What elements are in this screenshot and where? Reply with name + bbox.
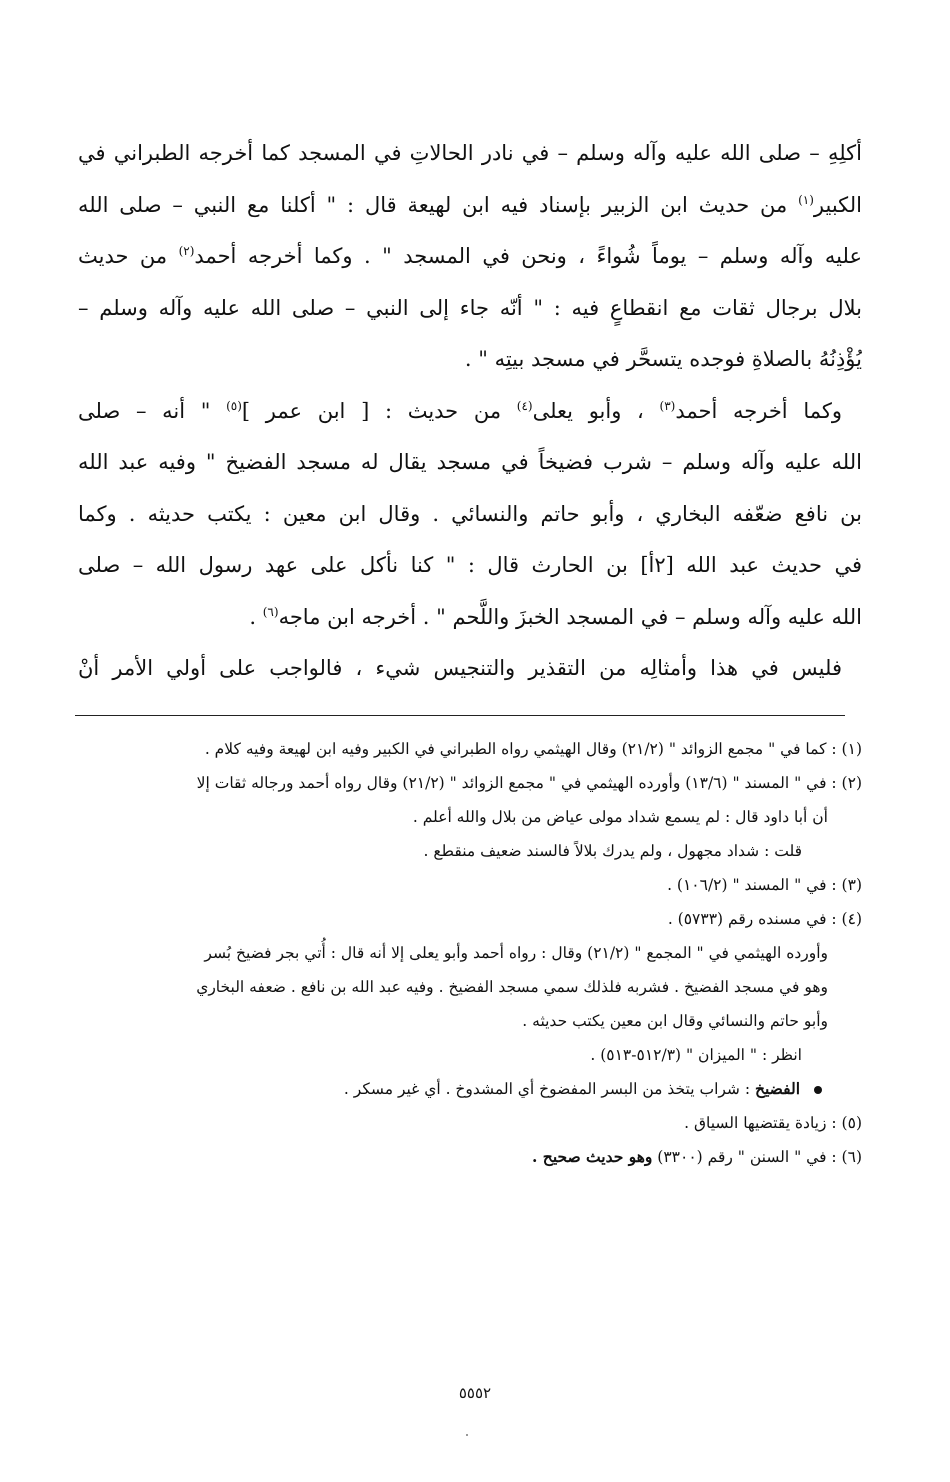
footnote-4: (٤) : في مسنده رقم (٥٧٣٣) .: [667, 910, 862, 928]
text-line: الله عليه وآله وسلم – في المسجد الخبزَ واللَّحم " . أخرجه ابن ماجه$^{(٦)}$ .: [249, 604, 862, 629]
footnote-6: (٦) : في " السنن " رقم (٣٣٠٠) وهو حديث صحيح .: [532, 1147, 862, 1166]
scan-speck: [466, 1434, 468, 1436]
footnote-ref: (٣): [659, 398, 676, 413]
footnote-ref: (٢): [178, 244, 195, 258]
footnotes: [70, 732, 862, 1174]
definition-term: الفضيخ: [755, 1079, 800, 1098]
footnote-2-continued: أن أبا داود قال : لم يسمع شداد مولى عياض من بلال والله أعلم .: [412, 808, 828, 826]
text-line: أكلِهِ – صلى الله عليه وآله وسلم – في نادر الحالاتِ في المسجد كما أخرجه الطبراني في: [78, 141, 862, 165]
text-line: يُؤْذِنُهُ بالصلاةِ فوجده يتسحَّر في مسجد بيتِه " .: [464, 347, 862, 371]
footnote-ref: (٦): [262, 604, 279, 619]
definition-item: [70, 1072, 862, 1106]
text-line: فليس في هذا وأمثالِه من التقذير والتنجيس شيء ، فالواجب على أولي الأمر أنْ: [78, 656, 843, 680]
footnote-5: (٥) : زيادة يقتضيها السياق .: [684, 1114, 862, 1132]
text-line: بن نافع ضعّفه البخاري ، وأبو حاتم والنسائي . وقال ابن معين : يكتب حديثه . وكما: [78, 501, 862, 526]
footnote-4-continued: وأبو حاتم والنسائي وقال ابن معين يكتب حديثه .: [522, 1012, 828, 1030]
text-line: في حديث عبد الله [٢أ] بن الحارث قال : " كنا نأكل على عهد رسول الله – صلى: [78, 553, 862, 577]
footnote-ref: (٤): [516, 398, 533, 413]
text-line: الله عليه وآله وسلم – شرب فضيخاً في مسجد يقال له مسجد الفضيخ " وفيه عبد الله: [78, 450, 862, 474]
footnote-4-continued: وهو في مسجد الفضيخ . فشربه فلذلك سمي مسجد الفضيخ . وفيه عبد الله بن نافع . ضعفه البخاري: [196, 978, 828, 996]
footnote-2-comment: قلت : شداد مجهول ، ولم يدرك بلالاً فالسند ضعيف منقطع .: [423, 842, 802, 860]
main-text: [78, 128, 862, 695]
footnote-divider: [75, 715, 845, 716]
footnote-4-continued: وأورده الهيثمي في " المجمع " (٢١/٢) وقال : رواه أحمد وأبو يعلى إلا أنه قال : أُتي بجر فضيخ بُسر: [204, 944, 828, 962]
text-line: الكبير$^{(١)}$ من حديث ابن الزبير بإسناد فيه ابن لهيعة قال : " أكلنا مع النبي – صلى الله: [78, 192, 862, 217]
definition-text: : شراب يتخذ من البسر المفضوخ أي المشدوخ . أي غير مسكر .: [343, 1080, 755, 1098]
footnote-2: (٢) : في " المسند " (١٣/٦) وأورده الهيثمي في " مجمع الزوائد " (٢١/٢) وقال رواه أحمد ورجاله ثقات إلا: [196, 774, 862, 792]
footnote-1: (١) : كما في " مجمع الزوائد " (٢١/٢) وقال الهيثمي رواه الطبراني في الكبير وفيه ابن لهيعة وفيه كلام .: [204, 740, 862, 758]
footnote-ref: (٥): [226, 398, 242, 413]
bullet-icon: [814, 1086, 822, 1094]
footnote-4-reference: انظر : " الميزان " (٥١٢/٣-٥١٣) .: [590, 1046, 802, 1064]
text-line: وكما أخرجه أحمد$^{(٣)}$ ، وأبو يعلى$^{(٤)}$ من حديث : [ ابن عمر ]$^{(٥)}$ " أنه – صلى: [78, 398, 842, 423]
text-line: عليه وآله وسلم – يوماً شُواءً ، ونحن في المسجد " . وكما أخرجه أحمد$^{(٢)}$ من حديث: [78, 244, 862, 268]
footnote-ref: (١): [798, 192, 814, 207]
text-line: بلال برجال ثقات مع انقطاعٍ فيه : " أنّه جاء إلى النبي – صلى الله عليه وآله وسلم –: [78, 295, 862, 320]
footnote-3: (٣) : في " المسند " (١٠٦/٢) .: [667, 876, 862, 894]
grading-text: وهو حديث صحيح .: [532, 1147, 653, 1166]
page-number: ٥٥٥٢: [458, 1384, 492, 1402]
